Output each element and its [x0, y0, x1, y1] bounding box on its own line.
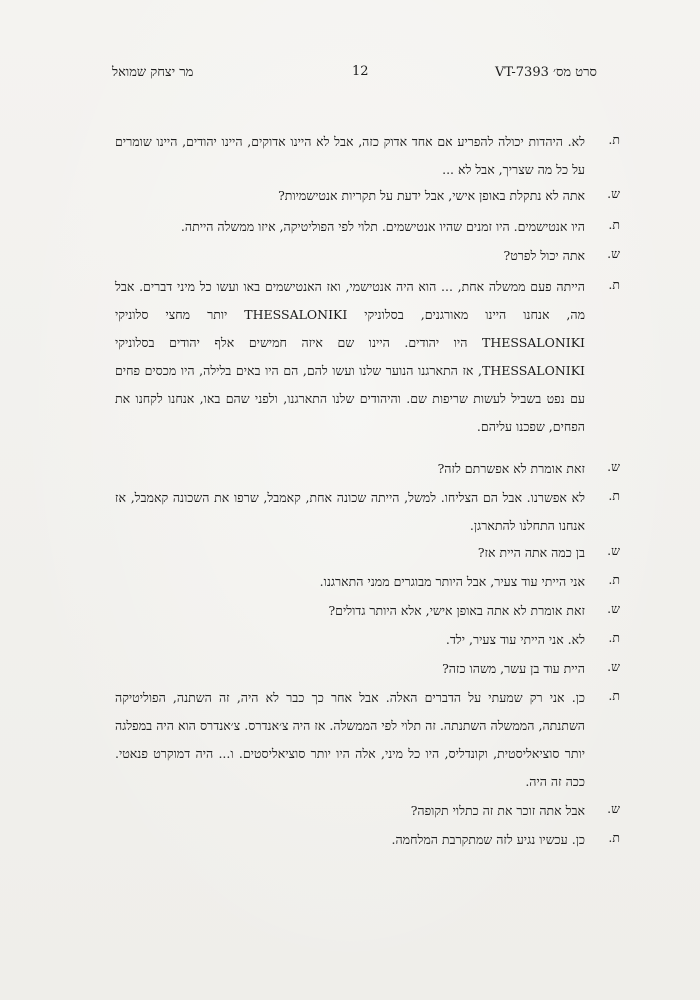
tape-id: סרט מס׳ VT-7393	[495, 65, 597, 80]
speaker-label: ש.	[607, 246, 620, 261]
speaker-label: ת.	[608, 277, 620, 292]
speech-text: היו אנטישמים. היו זמנים שהיו אנטישמים. תלוי לפי הפוליטיקה, איזו ממשלה הייתה.	[180, 219, 585, 234]
speech-text: בן כמה אתה היית אז?	[477, 545, 585, 560]
speaker-label: ת.	[608, 630, 620, 645]
speaker-label: ת.	[608, 132, 620, 147]
speech-text: אתה יכול לפרט?	[503, 248, 585, 263]
speaker-label: ש.	[607, 601, 620, 616]
speech-text: זאת אומרת לא אתה באופן אישי, אלא היותר גדולים?	[328, 603, 585, 618]
speech-text: אבל אתה זוכר את זה כתלוי תקופה?	[410, 803, 585, 818]
speech-text: לא. אני הייתי עוד צעיר, ילד.	[445, 632, 585, 647]
speaker-label: ש.	[607, 459, 620, 474]
speaker-label: ת.	[608, 488, 620, 503]
speaker-label: ת.	[608, 830, 620, 845]
page-header	[0, 64, 700, 84]
speech-text: הייתה פעם ממשלה אחת, ... הוא היה אנטישמי, ואז האנטישמים באו ועשו כל מיני דברים. אבל מה, אנחנו היינו מאורגנים, בסלוניקי THESSALONIKI יותר מחצי סלוניקי THESSALONIKI היו יהודים. היינו שם איזה חמישים אלף יהודים בסלוניקי THESSALONIKI, אז התארגנו הנוער שלנו ועשו להם, הם היו באים בלילה, היו מכסים פחים עם נפט בשביל לעשות שריפות שם. והיהודים שלנו התארגנו, ולפני שהם באו, אנחנו לקחנו את הפחים, שפכנו עליהם.	[115, 279, 586, 434]
speech-text: כן. עכשיו נגיע לזה שמתקרבת המלחמה.	[391, 832, 585, 847]
speaker-label: ת.	[608, 572, 620, 587]
speaker-label: ש.	[607, 543, 620, 558]
speaker-label: ת.	[608, 217, 620, 232]
speaker-label: ש.	[607, 186, 620, 201]
speaker-label: ש.	[607, 659, 620, 674]
speaker-label: ש.	[607, 801, 620, 816]
speech-text: זאת אומרת לא אפשרתם לזה?	[437, 461, 585, 476]
speech-text: לא. היהדות יכולה להפריע אם אחד אדוק כזה, אבל לא היינו אדוקים, היינו יהודים, היינו שומרים על כל מה שצריך, אבל לא ...	[115, 134, 585, 177]
speaker-label: ת.	[608, 688, 620, 703]
page-number: 12	[352, 64, 369, 79]
speech-text: אני הייתי עוד צעיר, אבל היותר מבוגרים ממני התארגנו.	[319, 574, 585, 589]
speech-text: לא אפשרנו. אבל הם הצליחו. למשל, הייתה שכונה אחת, קאמבל, שרפו את השכונה קאמבל, אז אנחנו התחלנו להתארגן.	[115, 490, 585, 533]
speech-text: היית עוד בן עשר, משהו כזה?	[442, 661, 585, 676]
speech-text: כן. אני רק שמעתי על הדברים האלה. אבל אחר כך כבר לא היה, זה השתנה, הפוליטיקה השתנתה, הממשלה השתנתה. זה תלוי לפי הממשלה. אז היה צ׳אנדרס. צ׳אנדרס הוא היה במפלגה יותר סוציאליסטית, וקונדליס, היו כל מיני, אלה היו יותר סוציאליסטים. ו... היה דמוקרט פנאטי. ככה זה היה.	[115, 690, 585, 789]
speech-text: אתה לא נתקלת באופן אישי, אבל ידעת על תקריות אנטישמיות?	[278, 188, 585, 203]
interviewee-name: מר יצחק שמואל	[112, 65, 194, 80]
